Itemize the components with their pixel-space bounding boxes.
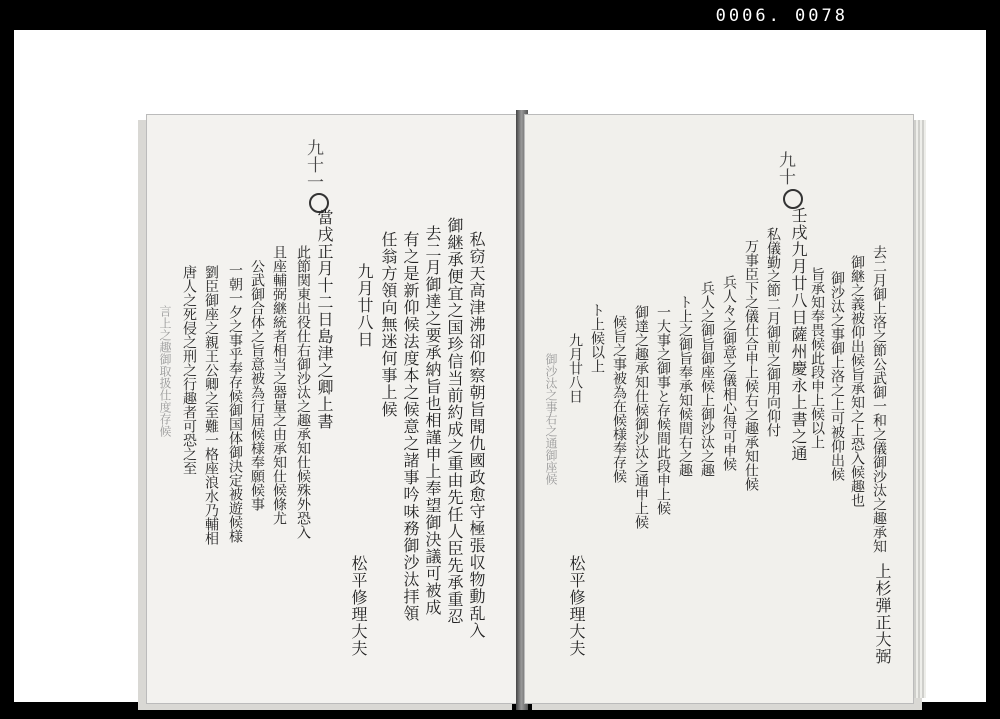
right-column-7: 万事臣下之儀仕合申上候右之趣承知仕候	[743, 239, 759, 491]
left-column-4: 有之是新仰候法度本之候意之諸事吟味務御沙汰拝領	[401, 231, 420, 622]
frame-number: 0006. 0078	[715, 6, 848, 26]
right-column-14: ト上候以上	[589, 303, 605, 373]
left-column-13: 唐人之死侵之刑之行趣者可恐之至	[181, 265, 197, 475]
left-signature: 松平修理大夫	[349, 555, 368, 657]
left-column-9: 且座輔弼継統者相当之器量之由承知仕候條尤	[271, 245, 287, 525]
right-column-12: 御達之趣承知仕候御沙汰之通申上候	[633, 305, 649, 529]
right-header-name: 上杉弾正大弼	[873, 563, 892, 665]
left-column-10: 公武御合体之旨意被為行届候様奉願候事	[249, 259, 265, 511]
right-section-circle-icon	[783, 189, 803, 209]
left-column-2: 御継承便宜之国珍信当前約成之重由先任人臣先承重忍	[445, 217, 464, 625]
left-column-12: 劉臣御座之親王公卿之至難一格座浪水乃輔相	[203, 265, 219, 545]
right-column-10: ト上之御旨奉承知候間右之趣	[677, 295, 693, 477]
left-column-8: 此節関東出役仕右御沙汰之趣承知仕候殊外恐入	[295, 245, 311, 539]
scan-mount	[14, 30, 986, 702]
right-column-2: 御継之義被仰出候旨承知之上恐入候趣也	[849, 255, 865, 507]
left-column-14: 言上之趣御取扱仕度存候	[158, 305, 172, 437]
left-column-1: 私窃天高津沸卻仰察朝旨聞仇國政愈守極張収物動乱入	[467, 231, 486, 639]
right-page-number: 九十	[775, 151, 795, 185]
right-column-9: 兵人之御旨御座候上御沙汰之趣	[699, 281, 715, 477]
right-column-6: 私儀勤之節二月御前之御用向仰付	[765, 227, 781, 437]
right-date: 九月廿八日	[567, 333, 583, 403]
right-column-16: 御沙汰之事右之通御座候	[544, 353, 558, 485]
right-column-1: 去二月御上洛之節公武御一和之儀御沙汰之趣承知	[871, 245, 887, 553]
page-edges	[914, 120, 926, 698]
right-page	[524, 114, 914, 704]
right-signature: 松平修理大夫	[567, 555, 586, 657]
left-heading: 當戌正月十二日島津之卿上書	[315, 209, 334, 430]
right-column-3: 御沙汰之事御上洛之上可被仰出候	[829, 271, 845, 481]
left-date-1: 九月廿八日	[355, 263, 374, 348]
left-column-11: 一朝一夕之事乎奉存候御国体御決定被遊候様	[227, 263, 243, 543]
left-column-3: 去二月御達之要承納旨也相謹申上奉望御決議可被成	[423, 225, 442, 616]
left-column-5: 任翁方領向無迷何事上候	[379, 231, 398, 418]
right-column-13: 候旨之事被為在候様奉存候	[611, 315, 627, 483]
right-heading: 壬戌九月廿八日薩州慶永上書之通	[789, 207, 808, 462]
left-page-number: 九十一	[303, 139, 323, 190]
right-column-4: 旨承知奉畏候此段申上候以上	[809, 267, 825, 449]
right-column-8: 兵人々之御意之儀相心得可申候	[721, 275, 737, 471]
right-column-11: 一大事之御事と存候間此段申上候	[655, 305, 671, 515]
left-page	[146, 114, 520, 704]
open-book	[132, 110, 924, 710]
